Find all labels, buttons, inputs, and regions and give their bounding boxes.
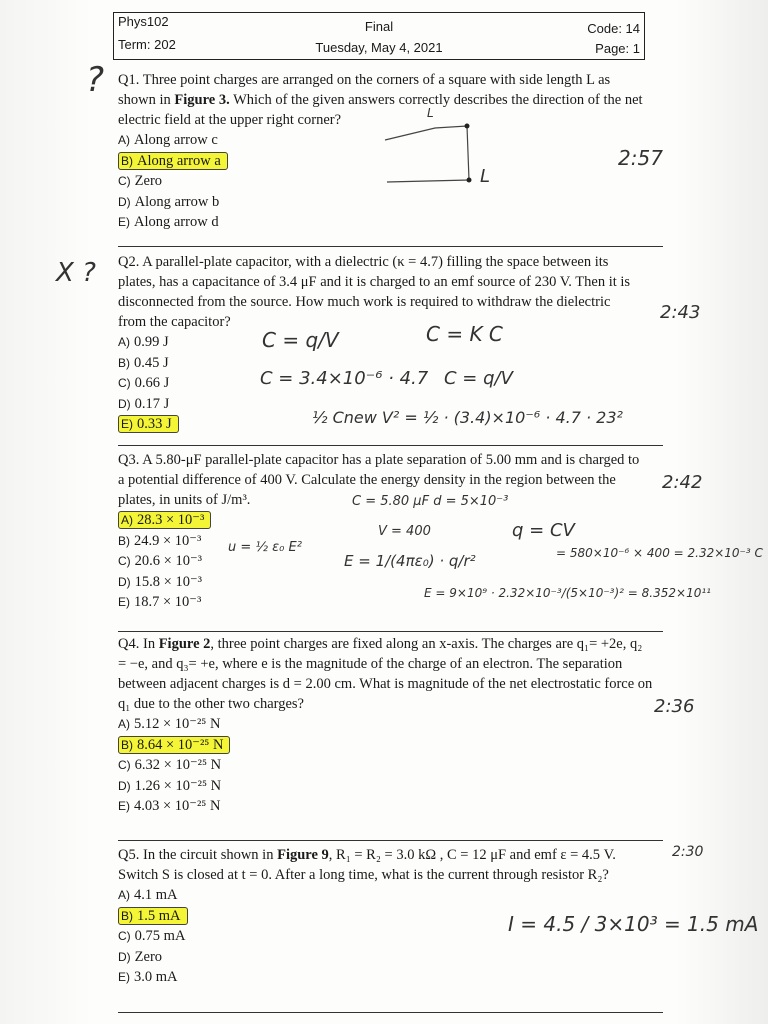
option-b[interactable]: B) Along arrow a [118, 151, 648, 172]
option-a[interactable]: A) 28.3 × 10⁻³ [118, 510, 643, 531]
formula-note: C = K C [426, 322, 503, 346]
option-d[interactable]: D) 1.26 × 10⁻²⁵ N [118, 777, 222, 794]
course-label: Phys102 [118, 14, 169, 29]
formula-note: = 580×10⁻⁶ × 400 = 2.32×10⁻³ C [556, 546, 763, 560]
formula-note: u = ½ ε₀ E² [228, 540, 302, 555]
time-annotation: 2:36 [654, 696, 695, 717]
side-label: L [427, 106, 434, 120]
formula-note: C = q/V [262, 328, 339, 352]
question-number: Q2. [118, 254, 140, 270]
option-b[interactable]: B) 24.9 × 10⁻³ [118, 532, 202, 549]
question-number: Q5. [118, 847, 140, 863]
time-annotation: 2:30 [672, 844, 704, 860]
question-1-stem: Q1. Three point charges are arranged on the corners of a square with side length L as shown in Figure 3. Which of the given answers correctly describes the direction of the net electric field at the upper right corner? [118, 72, 643, 128]
divider [118, 631, 663, 632]
cross-annotation: X ? [56, 258, 96, 288]
time-annotation: 2:42 [662, 472, 703, 493]
exam-title: Final [364, 19, 394, 34]
option-e[interactable]: E) Along arrow d [118, 214, 219, 230]
option-e[interactable]: E) 4.03 × 10⁻²⁵ N [118, 798, 221, 814]
formula-note: ½ Cnew V² = ½ · (3.4)×10⁻⁶ · 4.7 · 23² [312, 408, 623, 427]
option-d[interactable]: D) 0.17 J [118, 395, 170, 412]
question-4 [118, 634, 653, 817]
question-number: Q3. [118, 452, 140, 468]
option-b[interactable]: B) 8.64 × 10⁻²⁵ N [118, 735, 653, 756]
formula-note: E = 9×10⁹ · 2.32×10⁻³/(5×10⁻³)² = 8.352×10¹¹ [424, 586, 711, 600]
question-3-stem: Q3. A 5.80-μF parallel-plate capacitor has a plate separation of 5.00 mm and is charged to a potential difference of 400 V. Calculate the energy density in the region between the plates, in units of J/m³. [118, 452, 640, 508]
square-sketch [375, 110, 485, 190]
question-5-stem: Q5. In the circuit shown in Figure 9, R₁ = R₂ = 3.0 kΩ , C = 12 μF and emf ε = 4.5 V. Switch S is closed at t = 0. After a long time, what is the current through resistor R₂? [118, 847, 616, 883]
option-a[interactable]: A) 5.12 × 10⁻²⁵ N [118, 716, 221, 732]
question-mark-annotation: ? [86, 60, 105, 100]
option-e[interactable]: E) 0.33 J [118, 414, 638, 435]
option-d[interactable]: D) 15.8 × 10⁻³ [118, 573, 202, 590]
exam-date: Tuesday, May 4, 2021 [315, 40, 443, 55]
side-label: L [480, 166, 491, 187]
option-b[interactable]: B) 1.5 mA [118, 906, 638, 927]
option-c[interactable]: C) 0.66 J [118, 375, 170, 391]
divider [118, 246, 663, 247]
formula-note: I = 4.5 / 3×10³ = 1.5 mA [508, 912, 759, 936]
formula-note: E = 1/(4πε₀) · q/r² [344, 552, 476, 570]
time-annotation: 2:43 [660, 302, 701, 323]
divider [118, 445, 663, 446]
question-2-stem: Q2. A parallel-plate capacitor, with a dielectric (κ = 4.7) filling the space between its plates, has a capacitance of 3.4 μF and it is charged to an emf source of 230 V. Then it is disconnected from the source. How much work is required to withdraw the dielectric from the capacitor? [118, 254, 631, 330]
formula-note: q = CV [512, 520, 575, 541]
option-e[interactable]: E) 18.7 × 10⁻³ [118, 594, 202, 610]
divider [118, 840, 663, 841]
option-a[interactable]: A) 4.1 mA [118, 887, 178, 903]
question-number: Q4. [118, 636, 140, 652]
option-e[interactable]: E) 3.0 mA [118, 969, 178, 985]
option-b[interactable]: B) 0.45 J [118, 354, 169, 371]
option-d[interactable]: D) Zero [118, 948, 163, 965]
option-a[interactable]: A) Along arrow c [118, 132, 218, 148]
option-c[interactable]: C) 0.75 mA [118, 928, 186, 944]
option-a[interactable]: A) 0.99 J [118, 334, 169, 350]
option-c[interactable]: C) 20.6 × 10⁻³ [118, 553, 202, 569]
question-number: Q1. [118, 72, 140, 88]
page-number: Page: 1 [595, 41, 640, 56]
formula-note: C = 3.4×10⁻⁶ · 4.7 [260, 368, 429, 389]
formula-note: V = 400 [378, 524, 431, 539]
option-c[interactable]: C) Zero [118, 173, 163, 189]
option-c[interactable]: C) 6.32 × 10⁻²⁵ N [118, 757, 222, 773]
question-4-stem: Q4. In Figure 2, three point charges are fixed along an x-axis. The charges are q₁= +2e, q₂ = −e, and q₃= +e, where e is the magnitude of the charge of an electron. The separation between adjacent charges is d = 2.00 cm. What is magnitude of the net electrostatic force on q₁ due to the other two charges? [118, 636, 653, 712]
formula-note: C = 5.80 μF d = 5×10⁻³ [352, 494, 509, 509]
exam-code: Code: 14 [587, 21, 640, 36]
option-d[interactable]: D) Along arrow b [118, 193, 220, 210]
term-label: Term: 202 [118, 37, 176, 52]
time-annotation: 2:57 [618, 146, 663, 170]
divider [118, 1012, 663, 1013]
formula-note: C = q/V [444, 368, 513, 389]
exam-header [113, 12, 645, 60]
